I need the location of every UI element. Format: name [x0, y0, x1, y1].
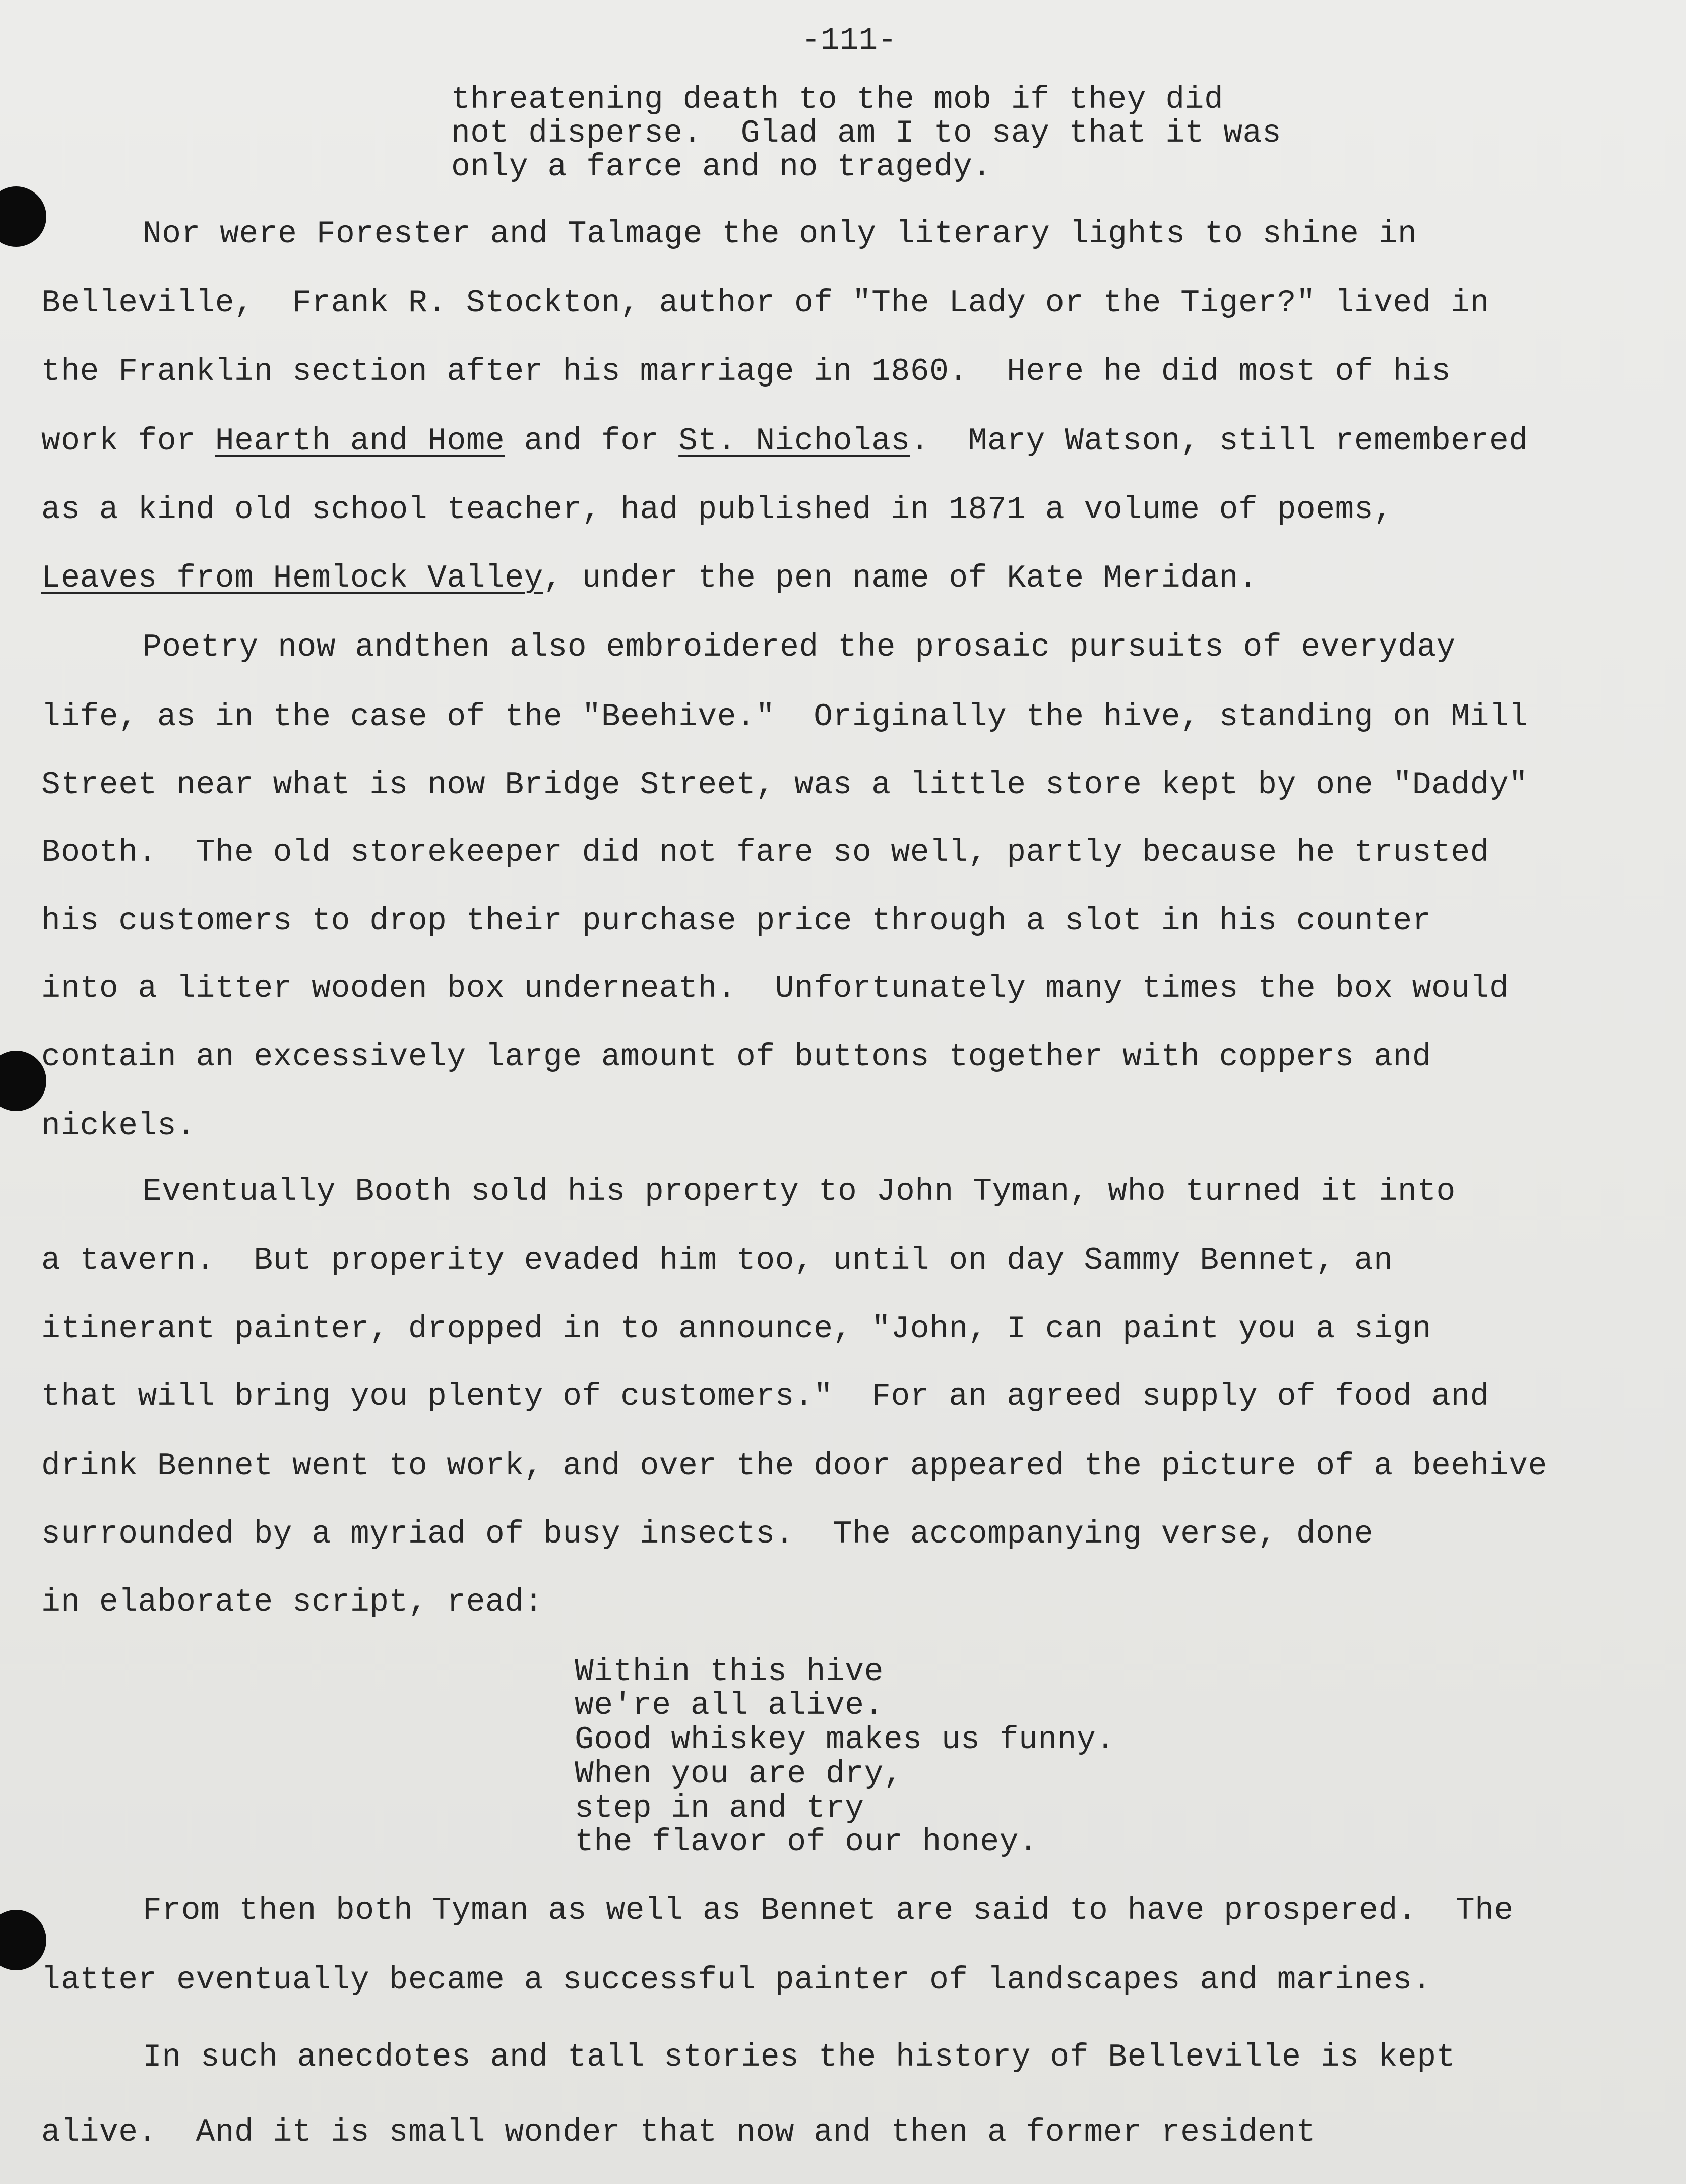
paragraph-line: Eventually Booth sold his property to John Tyman, who turned it into [143, 1174, 1456, 1209]
text: and for [505, 423, 679, 459]
paragraph-line: nickels. [41, 1108, 196, 1144]
paragraph-line: surrounded by a myriad of busy insects. The accompanying verse, done [41, 1516, 1374, 1552]
text: . Mary Watson, still remembered [910, 423, 1528, 459]
verse-line: step in and try [575, 1790, 864, 1826]
punch-hole [0, 1910, 46, 1970]
punch-hole [0, 1051, 46, 1111]
paragraph-line: life, as in the case of the "Beehive." Originally the hive, standing on Mill [41, 699, 1528, 735]
verse-line: When you are dry, [575, 1756, 903, 1792]
paragraph-line: a tavern. But properity evaded him too, until on day Sammy Bennet, an [41, 1243, 1393, 1278]
verse-line: Good whiskey makes us funny. [575, 1722, 1115, 1758]
paragraph-line: contain an excessively large amount of buttons together with coppers and [41, 1039, 1432, 1075]
paragraph-line: alive. And it is small wonder that now and then a former resident [41, 2114, 1316, 2150]
page-number: -111- [801, 23, 897, 58]
punch-hole [0, 186, 46, 247]
paragraph-line [41, 558, 1258, 599]
paragraph-line: drink Bennet went to work, and over the door appeared the picture of a beehive [41, 1448, 1547, 1484]
paragraph-line: Nor were Forester and Talmage the only literary lights to shine in [143, 216, 1417, 252]
paragraph-line: in elaborate script, read: [41, 1584, 543, 1620]
paragraph-line [41, 421, 1528, 462]
verse-line: Within this hive [575, 1654, 884, 1690]
underlined-title: St. Nicholas [678, 423, 910, 459]
paragraph-line: latter eventually became a successful painter of landscapes and marines. [41, 1962, 1432, 1998]
quote-line: threatening death to the mob if they did [451, 82, 1224, 117]
verse-line: the flavor of our honey. [575, 1824, 1038, 1860]
paragraph-line: itinerant painter, dropped in to announce, "John, I can paint you a sign [41, 1311, 1432, 1347]
paragraph-line: From then both Tyman as well as Bennet are said to have prospered. The [143, 1893, 1514, 1929]
paragraph-line: the Franklin section after his marriage in 1860. Here he did most of his [41, 354, 1451, 390]
verse-line: we're all alive. [575, 1688, 884, 1723]
paragraph-line: that will bring you plenty of customers." For an agreed supply of food and [41, 1379, 1489, 1415]
paragraph-line: his customers to drop their purchase price through a slot in his counter [41, 903, 1432, 939]
text: work for [41, 423, 215, 459]
text: , under the pen name of Kate Meridan. [543, 560, 1258, 596]
paragraph-line: Poetry now andthen also embroidered the prosaic pursuits of everyday [143, 629, 1456, 665]
paragraph-line: In such anecdotes and tall stories the history of Belleville is kept [143, 2039, 1456, 2075]
underlined-title: Hearth and Home [215, 423, 505, 459]
paragraph-line: as a kind old school teacher, had published in 1871 a volume of poems, [41, 492, 1393, 528]
paragraph-line: into a litter wooden box underneath. Unfortunately many times the box would [41, 971, 1509, 1006]
quote-line: not disperse. Glad am I to say that it was [451, 115, 1282, 151]
paragraph-line: Belleville, Frank R. Stockton, author of "The Lady or the Tiger?" lived in [41, 285, 1489, 321]
paragraph-line: Street near what is now Bridge Street, was a little store kept by one "Daddy" [41, 767, 1528, 803]
quote-line: only a farce and no tragedy. [451, 149, 992, 185]
paragraph-line: Booth. The old storekeeper did not fare so well, partly because he trusted [41, 834, 1489, 870]
underlined-title: Leaves from Hemlock Valley [41, 560, 543, 596]
